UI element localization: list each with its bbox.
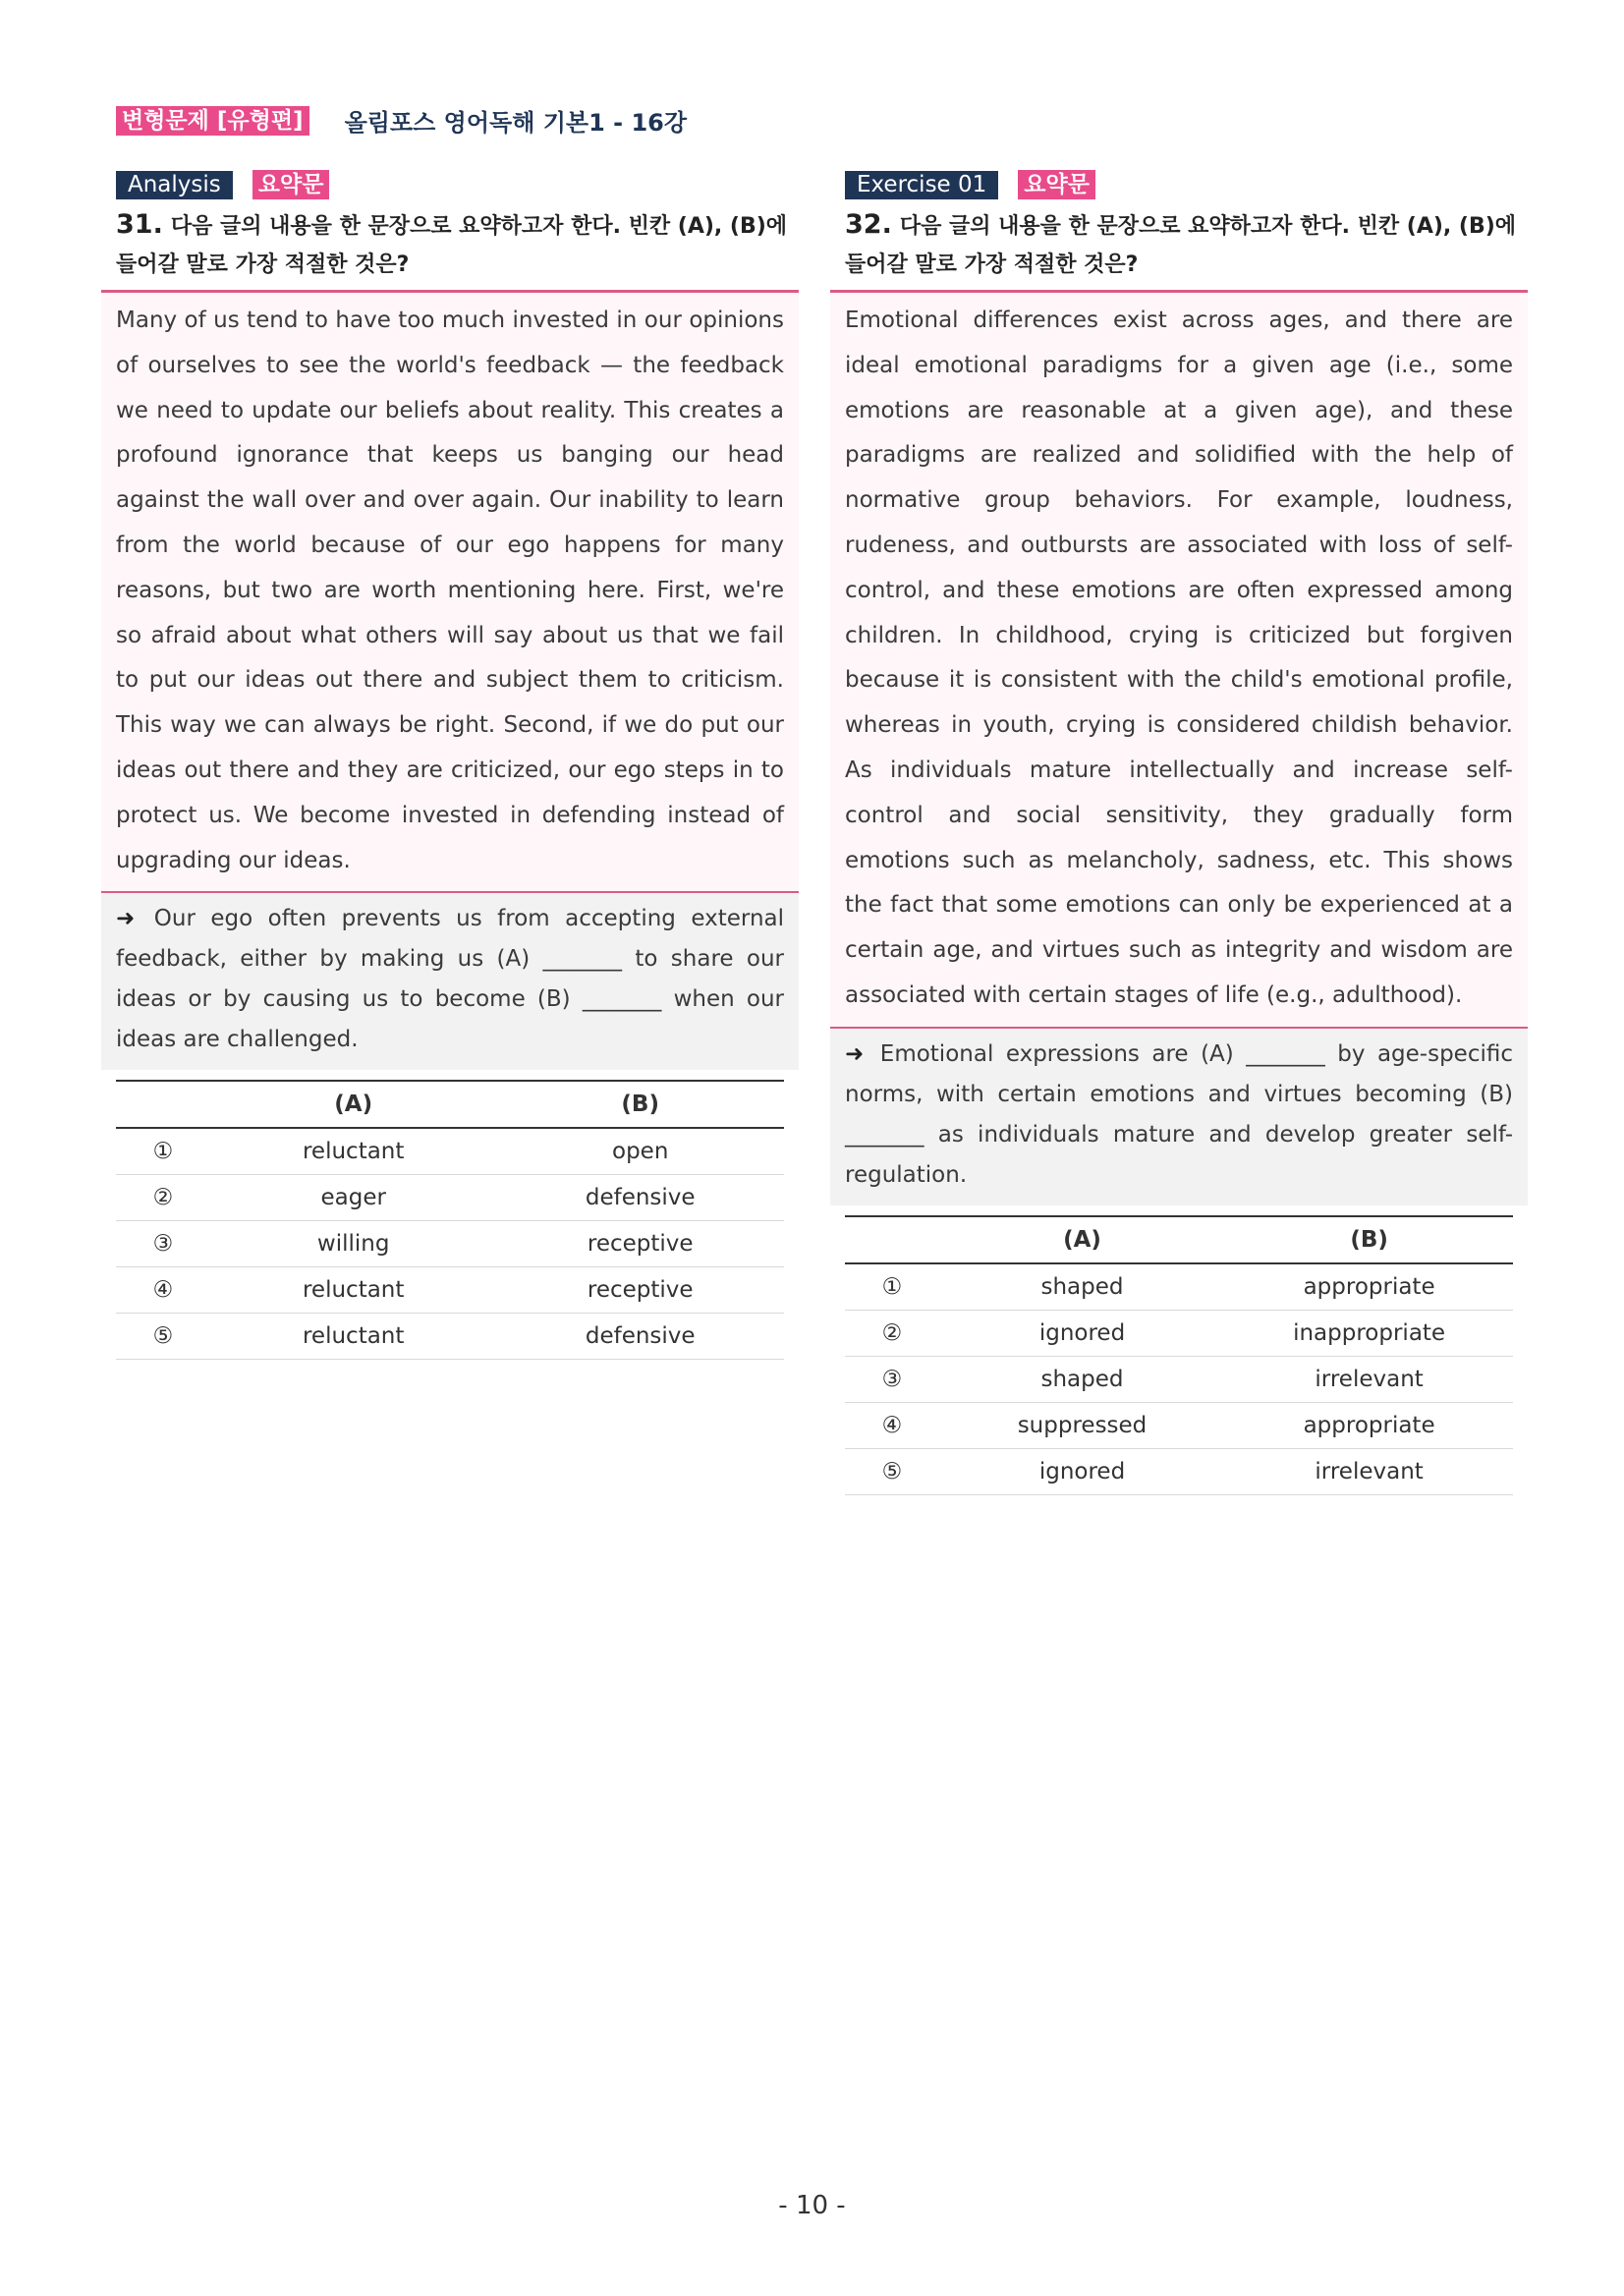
choice-b: appropriate bbox=[1225, 1402, 1513, 1448]
choices-header bbox=[116, 1081, 784, 1128]
choice-a: reluctant bbox=[210, 1314, 496, 1360]
choice-row-2[interactable] bbox=[845, 1310, 1513, 1356]
tag-summary: 요약문 bbox=[252, 170, 330, 199]
choice-b: irrelevant bbox=[1225, 1448, 1513, 1494]
choice-a: ignored bbox=[939, 1310, 1225, 1356]
question-31 bbox=[101, 170, 799, 1360]
question-tags bbox=[830, 170, 1528, 199]
choice-row-3[interactable] bbox=[116, 1221, 784, 1267]
header-b: (B) bbox=[1225, 1216, 1513, 1263]
header-tag: 변형문제 [유형편] bbox=[116, 106, 309, 136]
passage: Emotional differences exist across ages, and there are ideal emotional paradigms for a given age (i.e., some emotions are reasonable at a given age), and these paradigms are realized and solidified with the help of normative group behaviors. For example, loudness, rudeness, and outbursts are associated with loss of self-control, and these emotions are often expressed among children. In childhood, crying is criticized but forgiven because it is consistent with the child's emotional profile, whereas in youth, crying is considered childish behavior. As individuals mature intellectually and increase self-control and social sensitivity, they gradually form emotions such as melancholy, sadness, etc. This shows the fact that some emotions can only be experienced at a certain age, and virtues such as integrity and wisdom are associated with certain stages of life (e.g., adulthood). bbox=[830, 290, 1528, 1029]
choice-number: ② bbox=[116, 1175, 210, 1221]
tag-summary: 요약문 bbox=[1018, 170, 1095, 199]
choice-number: ④ bbox=[845, 1402, 939, 1448]
page-header bbox=[116, 103, 687, 138]
choice-b: open bbox=[496, 1128, 784, 1175]
choice-row-5[interactable] bbox=[116, 1314, 784, 1360]
choice-b: defensive bbox=[496, 1175, 784, 1221]
choice-row-1[interactable] bbox=[845, 1263, 1513, 1311]
question-prompt bbox=[830, 205, 1528, 284]
choice-a: shaped bbox=[939, 1263, 1225, 1311]
choice-row-1[interactable] bbox=[116, 1128, 784, 1175]
arrow-icon: ➜ bbox=[116, 906, 136, 932]
choice-number: ② bbox=[845, 1310, 939, 1356]
passage: Many of us tend to have too much invested in our opinions of ourselves to see the world's feedback — the feedback we need to update our beliefs about reality. This creates a profound ignorance that keeps us banging our head against the wall over and over again. Our inability to learn from the world because of our ego happens for many reasons, but two are worth mentioning here. First, we're so afraid about what others will say about us that we fail to put our ideas out there and subject them to criticism. This way we can always be right. Second, if we do put our ideas out there and they are criticized, our ego steps in to protect us. We become invested in defending instead of upgrading our ideas. bbox=[101, 290, 799, 893]
choice-a: shaped bbox=[939, 1356, 1225, 1402]
question-32 bbox=[830, 170, 1528, 1495]
choice-row-3[interactable] bbox=[845, 1356, 1513, 1402]
choice-number: ① bbox=[116, 1128, 210, 1175]
choice-number: ① bbox=[845, 1263, 939, 1311]
summary-text: Our ego often prevents us from accepting external feedback, either by making us (A) _______ to share our ideas or by causing us to become (B) _______ when our ideas are challenged. bbox=[116, 906, 785, 1053]
choice-b: irrelevant bbox=[1225, 1356, 1513, 1402]
header-title: 올림포스 영어독해 기본1 - 16강 bbox=[344, 109, 688, 137]
choice-a: reluctant bbox=[210, 1128, 496, 1175]
choice-a: willing bbox=[210, 1221, 496, 1267]
answer-choices bbox=[845, 1215, 1513, 1495]
choices-header bbox=[845, 1216, 1513, 1263]
choice-a: ignored bbox=[939, 1448, 1225, 1494]
question-text: 다음 글의 내용을 한 문장으로 요약하고자 한다. 빈칸 (A), (B)에 들어갈 말로 가장 적절한 것은? bbox=[116, 214, 788, 277]
choice-row-4[interactable] bbox=[116, 1267, 784, 1314]
choice-number: ③ bbox=[845, 1356, 939, 1402]
choice-a: eager bbox=[210, 1175, 496, 1221]
question-prompt bbox=[101, 205, 799, 284]
choice-row-4[interactable] bbox=[845, 1402, 1513, 1448]
summary-sentence bbox=[830, 1029, 1528, 1205]
header-a: (A) bbox=[210, 1081, 496, 1128]
choice-b: inappropriate bbox=[1225, 1310, 1513, 1356]
summary-sentence bbox=[101, 893, 799, 1070]
choice-row-2[interactable] bbox=[116, 1175, 784, 1221]
question-number: 31. bbox=[116, 209, 163, 240]
choice-b: defensive bbox=[496, 1314, 784, 1360]
choice-b: receptive bbox=[496, 1267, 784, 1314]
header-b: (B) bbox=[496, 1081, 784, 1128]
choice-b: receptive bbox=[496, 1221, 784, 1267]
summary-text: Emotional expressions are (A) _______ by age-specific norms, with certain emotions and virtues becoming (B) _______ as individuals mature and develop greater self-regulation. bbox=[845, 1040, 1513, 1188]
tag-exercise: Exercise 01 bbox=[845, 171, 998, 199]
answer-choices bbox=[116, 1080, 784, 1360]
arrow-icon: ➜ bbox=[845, 1040, 865, 1067]
choice-number: ④ bbox=[116, 1267, 210, 1314]
header-num bbox=[845, 1216, 939, 1263]
question-tags bbox=[101, 170, 799, 199]
tag-analysis: Analysis bbox=[116, 171, 233, 199]
question-number: 32. bbox=[845, 209, 892, 240]
header-a: (A) bbox=[939, 1216, 1225, 1263]
page-number: - 10 - bbox=[778, 2191, 846, 2220]
choice-number: ⑤ bbox=[845, 1448, 939, 1494]
choice-b: appropriate bbox=[1225, 1263, 1513, 1311]
choice-a: suppressed bbox=[939, 1402, 1225, 1448]
choice-number: ③ bbox=[116, 1221, 210, 1267]
choice-number: ⑤ bbox=[116, 1314, 210, 1360]
choice-row-5[interactable] bbox=[845, 1448, 1513, 1494]
choice-a: reluctant bbox=[210, 1267, 496, 1314]
header-num bbox=[116, 1081, 210, 1128]
question-text: 다음 글의 내용을 한 문장으로 요약하고자 한다. 빈칸 (A), (B)에 들어갈 말로 가장 적절한 것은? bbox=[845, 214, 1517, 277]
